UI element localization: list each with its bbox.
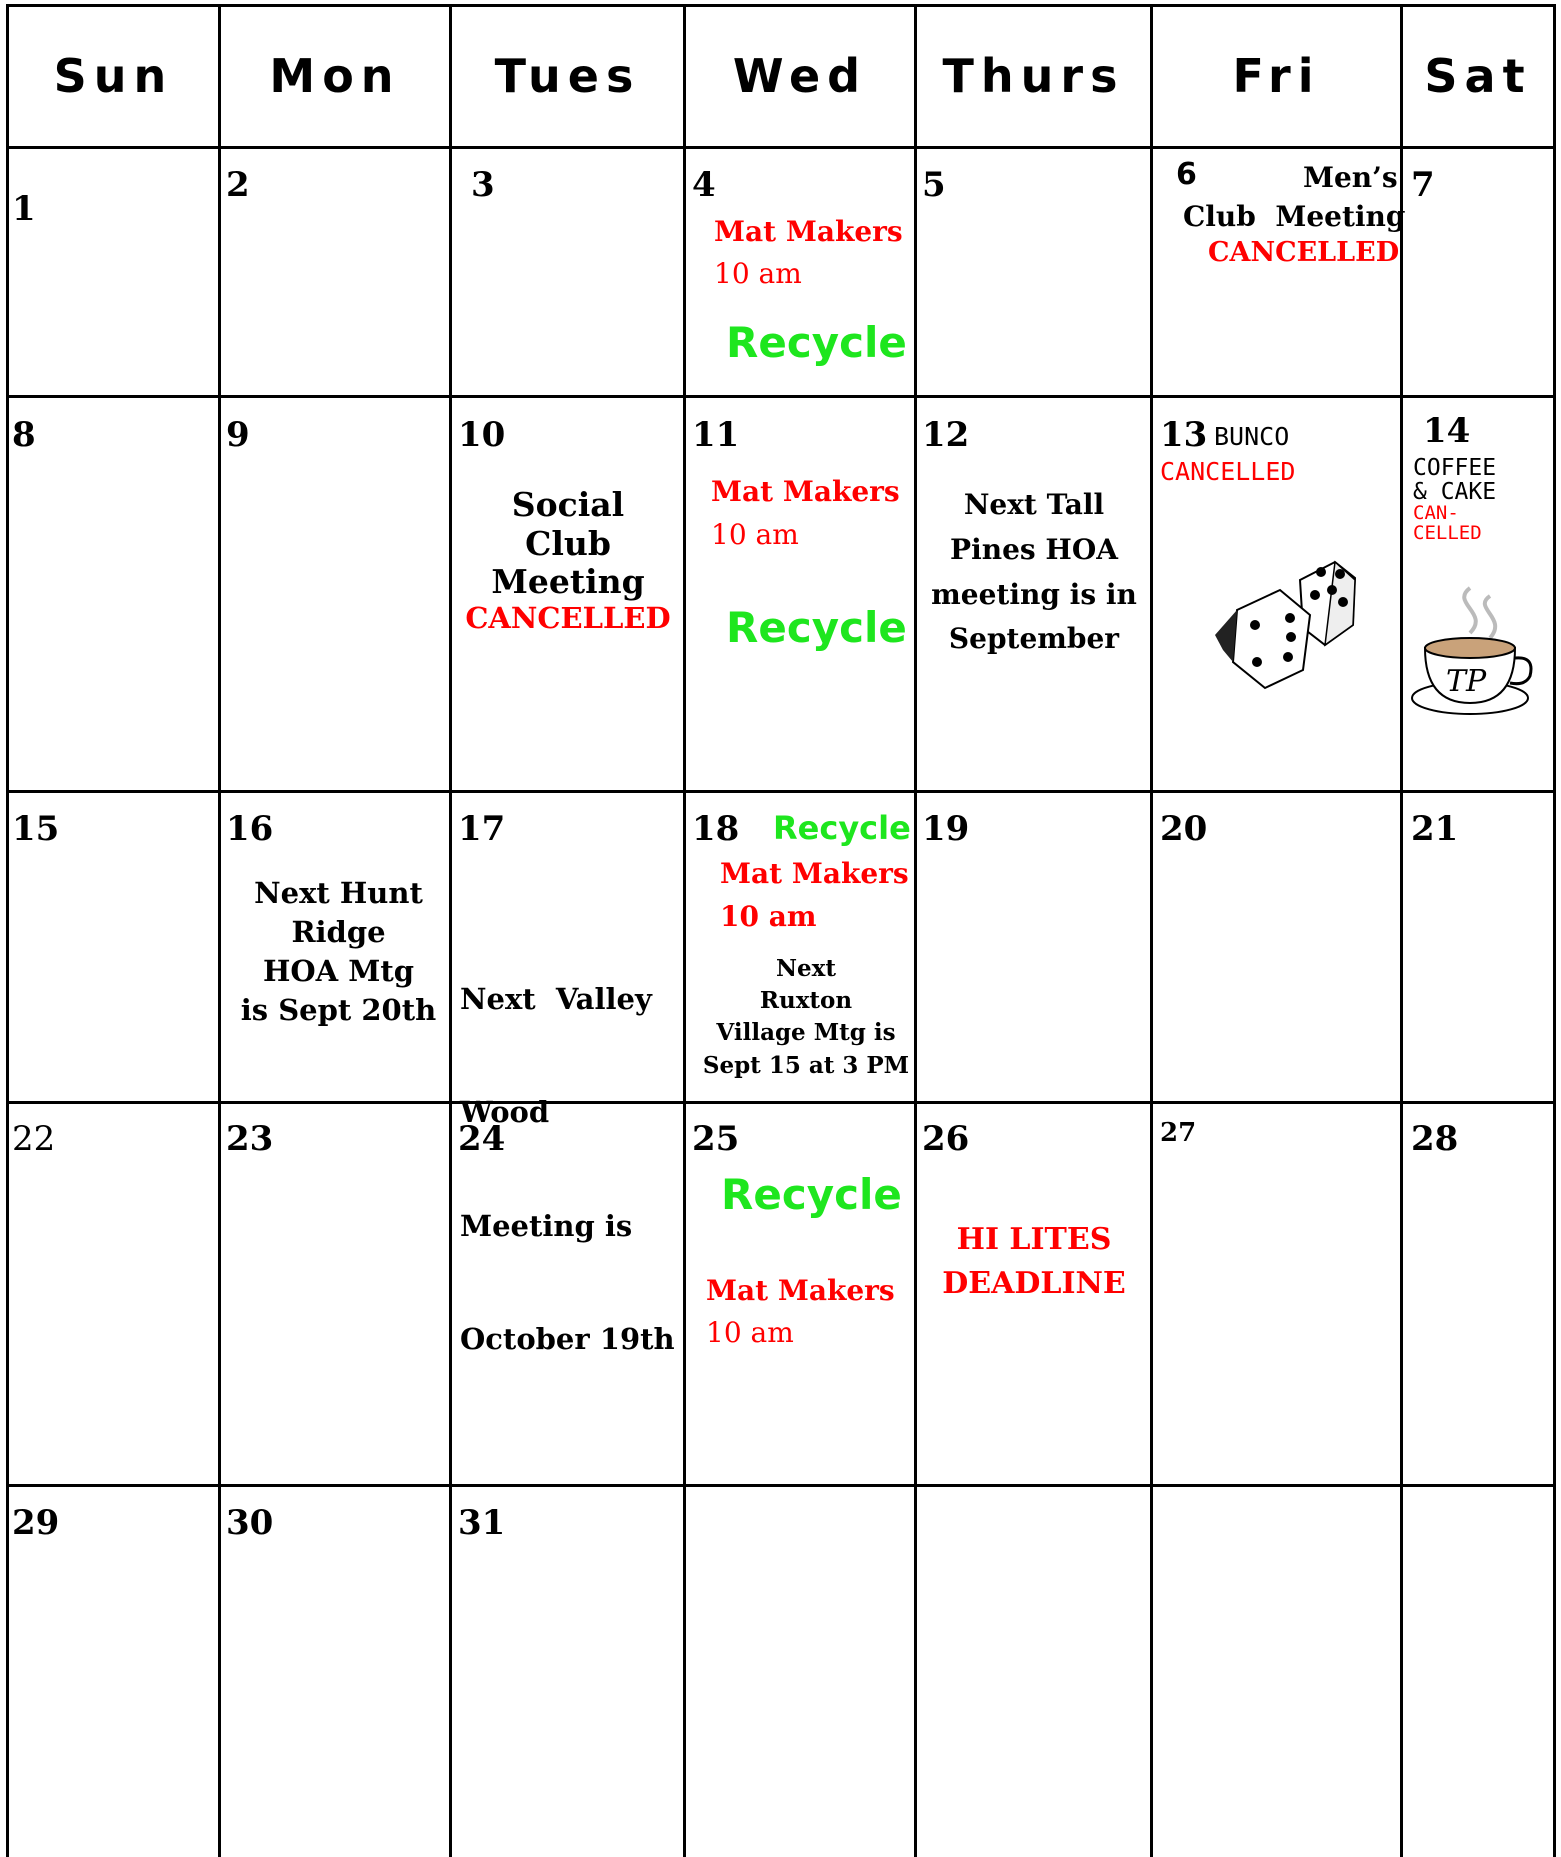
day-number: 3 <box>471 165 495 205</box>
day-number: 18 <box>692 809 740 849</box>
weekday-header-mon: Mon <box>269 49 401 103</box>
weekday-header-tues: Tues <box>494 49 641 103</box>
event-recycle: Recycle <box>721 1170 902 1219</box>
day-number: 5 <box>922 165 946 205</box>
event-recycle: Recycle <box>773 809 911 847</box>
day-number: 27 <box>1160 1118 1197 1148</box>
day-number: 24 <box>458 1119 506 1159</box>
day-number: 31 <box>458 1503 506 1543</box>
day-number: 17 <box>458 809 506 849</box>
event-line: Pines HOA <box>950 532 1118 566</box>
event-line: Meeting is <box>460 1208 633 1243</box>
event-recycle: Recycle <box>726 603 907 652</box>
event-line: HI LITES <box>956 1222 1112 1257</box>
day-number: 12 <box>922 415 970 455</box>
day-number: 10 <box>458 415 506 455</box>
event-cancelled: CANCELLED <box>1208 237 1400 268</box>
grid-line <box>1553 4 1556 1857</box>
event-line: Club <box>525 523 611 563</box>
event-hilites-deadline <box>920 1218 1148 1305</box>
weekday-header-sun: Sun <box>53 49 174 103</box>
event-line: is Sept 20th <box>240 993 437 1028</box>
weekday-header-fri: Fri <box>1232 49 1321 103</box>
coffee-cup-icon <box>1410 578 1551 718</box>
event-hunt-ridge <box>226 874 451 1031</box>
grid-line <box>683 4 686 1857</box>
event-recycle: Recycle <box>726 318 907 367</box>
event-mat-makers: Mat Makers <box>720 857 909 890</box>
event-line: COFFEE <box>1413 455 1497 481</box>
day-number: 30 <box>226 1503 274 1543</box>
event-time: 10 am <box>711 518 799 551</box>
day-number: 22 <box>12 1119 56 1159</box>
day-number: 14 <box>1423 411 1471 451</box>
event-line: DEADLINE <box>942 1265 1126 1301</box>
event-social-club <box>458 486 678 636</box>
grid-line <box>6 790 1556 793</box>
event-mat-makers: Mat Makers <box>714 215 903 248</box>
event-time: 10 am <box>706 1316 794 1349</box>
event-ruxton <box>688 953 924 1082</box>
weekday-header-thurs: Thurs <box>942 49 1125 103</box>
event-line: HOA Mtg <box>262 954 415 989</box>
day-number: 2 <box>226 165 250 205</box>
event-line: CAN- <box>1413 502 1459 525</box>
day-number: 21 <box>1411 809 1459 849</box>
event-line: Ruxton <box>759 987 853 1015</box>
event-mens-club: Club Meeting <box>1183 200 1406 233</box>
day-number: 29 <box>12 1503 60 1543</box>
day-number: 26 <box>922 1119 970 1159</box>
event-line: Sept 15 at 3 PM <box>702 1051 910 1079</box>
event-coffee-cake <box>1413 456 1496 544</box>
day-number: 1 <box>12 189 36 229</box>
event-line: Next Hunt <box>254 876 423 910</box>
grid-line <box>1150 4 1153 1857</box>
day-number: 25 <box>692 1119 740 1159</box>
event-mat-makers: Mat Makers <box>711 475 900 508</box>
day-number: 28 <box>1411 1119 1459 1159</box>
event-mat-makers: Mat Makers <box>706 1274 895 1307</box>
day-number: 13 <box>1160 415 1208 455</box>
grid-line <box>6 146 1556 149</box>
day-number: 16 <box>226 809 274 849</box>
dice-icon <box>1215 550 1360 690</box>
grid-line <box>6 1484 1556 1487</box>
event-line: & CAKE <box>1413 479 1497 506</box>
day-number: 15 <box>12 809 60 849</box>
day-number: 11 <box>692 415 740 455</box>
event-time: 10 am <box>714 257 802 290</box>
grid-line <box>218 4 221 1857</box>
event-line: Next Tall <box>963 488 1105 521</box>
event-line: Village Mtg is <box>716 1019 896 1047</box>
day-number: 23 <box>226 1119 274 1159</box>
grid-line <box>6 1101 1556 1104</box>
event-time: 10 am <box>720 900 817 933</box>
day-number: 19 <box>922 809 970 849</box>
grid-line <box>6 395 1556 398</box>
event-line: Social <box>511 485 625 524</box>
event-mens-club: Men’s <box>1303 161 1398 194</box>
weekday-header-sat: Sat <box>1424 49 1532 103</box>
event-line: meeting is in <box>931 577 1137 611</box>
grid-line <box>1400 4 1403 1857</box>
event-line: September <box>948 622 1120 656</box>
event-line: October 19th <box>460 1321 675 1356</box>
event-line: Ridge <box>291 915 386 950</box>
event-line: Wood <box>460 1095 550 1130</box>
cup-letters: TP <box>1446 664 1487 699</box>
event-cancelled: CANCELLED <box>1160 457 1296 486</box>
day-number: 7 <box>1411 165 1435 205</box>
event-bunco: BUNCO <box>1214 422 1290 451</box>
event-cancelled: CANCELLED <box>465 600 671 635</box>
grid-line <box>6 4 9 1857</box>
day-number: 9 <box>226 415 250 455</box>
day-number: 8 <box>12 415 36 455</box>
day-number: 20 <box>1160 809 1208 849</box>
weekday-header-wed: Wed <box>732 49 868 103</box>
event-line: Meeting <box>491 562 645 602</box>
event-line: Next Valley <box>460 982 652 1017</box>
event-tall-pines <box>920 483 1148 662</box>
day-number: 6 <box>1176 157 1197 192</box>
event-line: Next <box>776 955 836 982</box>
day-number: 4 <box>692 165 716 205</box>
event-line: CELLED <box>1413 522 1482 545</box>
grid-line <box>914 4 917 1857</box>
